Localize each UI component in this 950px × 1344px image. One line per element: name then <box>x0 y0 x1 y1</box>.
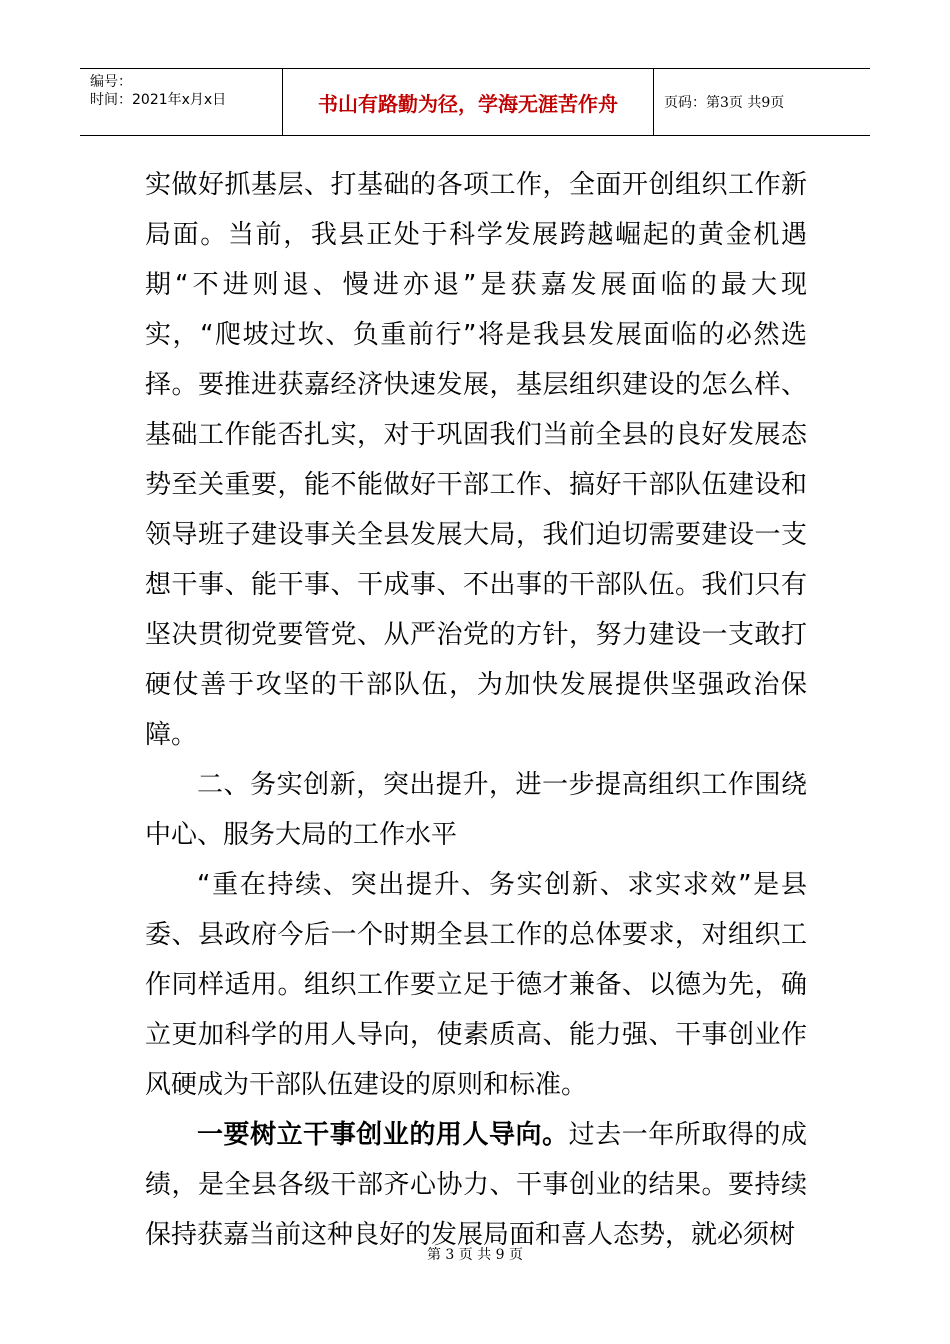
header-page-info: 页码：第3页 共9页 <box>664 95 785 111</box>
paragraph-4-text: 过去一年所取得的成绩，是全县各级干部齐心协力、干事创业的结果。要持续保持获嘉当前这种良好的发展局面和喜人态势，就必须树 <box>145 1120 807 1250</box>
paragraph-3: “重在持续、突出提升、务实创新、求实求效”是县委、县政府今后一个时期全县工作的总体要求，对组织工作同样适用。组织工作要立足于德才兼备、以德为先，确立更加科学的用人导向，使素质高、能力强、干事创业作风硬成为干部队伍建设的原则和标准。 <box>145 870 807 1100</box>
page-footer: 第 3 页 共 9 页 <box>426 1247 524 1263</box>
paragraph-1: 实做好抓基层、打基础的各项工作，全面开创组织工作新局面。当前，我县正处于科学发展跨越崛起的黄金机遇期“不进则退、慢进亦退”是获嘉发展面临的最大现实，“爬坡过坎、负重前行”将是我县发展面临的必然选择。要推进获嘉经济快速发展，基层组织建设的怎么样、基础工作能否扎实，对于巩固我们当前全县的良好发展态势至关重要，能不能做好干部工作、搞好干部队伍建设和领导班子建设事关全县发展大局，我们迫切需要建设一支想干事、能干事、干成事、不出事的干部队伍。我们只有坚决贯彻党要管党、从严治党的方针，努力建设一支敢打硬仗善于攻坚的干部队伍，为加快发展提供坚强政治保障。 <box>145 170 807 750</box>
paragraph-4 <box>145 1110 807 1260</box>
number-label: 编号： <box>90 74 132 90</box>
section-heading: 二、务实创新，突出提升，进一步提高组织工作围绕中心、服务大局的工作水平 <box>145 770 807 850</box>
date-label: 时间：2021年x月x日 <box>90 92 227 108</box>
header-motto: 书山有路勤为径，学海无涯苦作舟 <box>283 69 654 135</box>
paragraph-4-lead: 一要树立干事创业的用人导向。 <box>197 1120 569 1150</box>
header-table <box>80 68 870 136</box>
header-meta-cell <box>80 69 283 135</box>
document-body <box>145 160 807 1260</box>
